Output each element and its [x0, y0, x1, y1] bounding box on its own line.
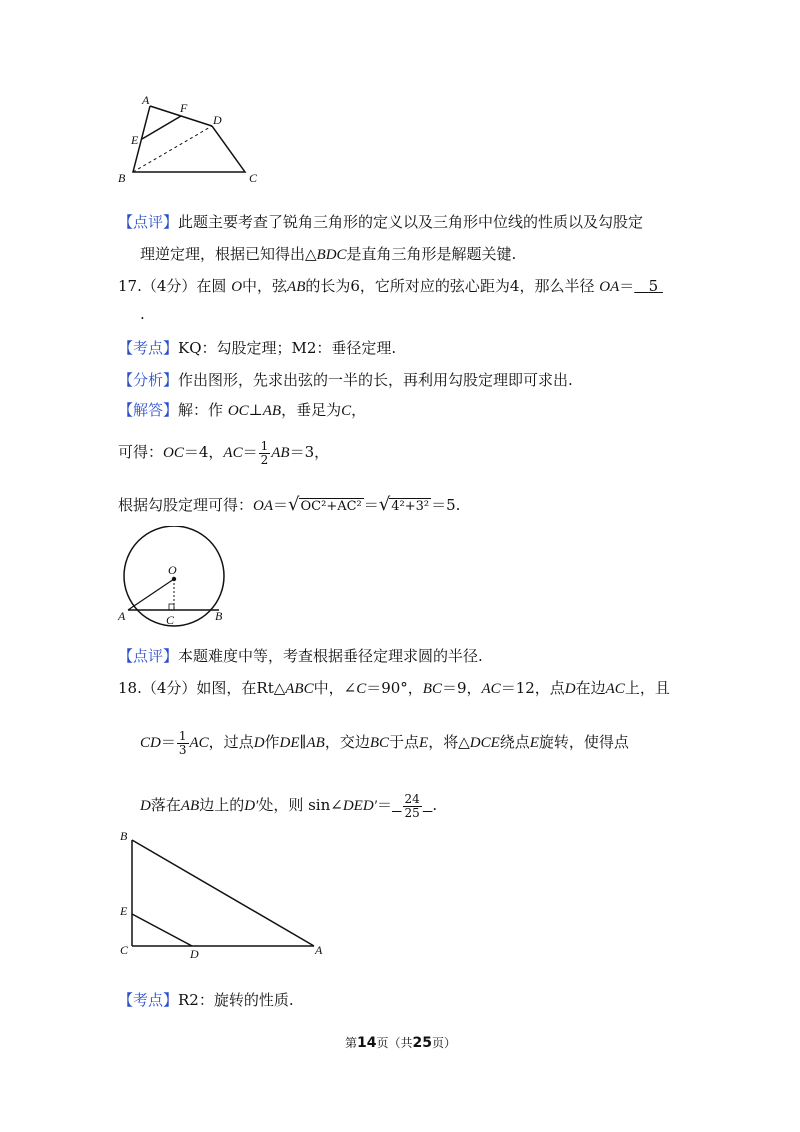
radical-sign: √ [378, 494, 391, 515]
equals: ＝ [363, 496, 379, 514]
radius-oa [128, 579, 174, 610]
var-ac: AC [481, 681, 501, 697]
question-text: 中，弦 [242, 277, 288, 295]
fraction-denominator: 3 [178, 742, 187, 757]
jieda-17 [118, 400, 366, 421]
review-text: 理逆定理，根据已知得出△ [140, 245, 317, 263]
var-c: C [356, 681, 367, 697]
question-text: 处，则 sin∠ [258, 796, 343, 814]
question-17 [118, 276, 663, 297]
answer-17 [634, 277, 663, 295]
figure-circle [112, 526, 242, 630]
total-pages: 25 [412, 1035, 432, 1051]
kaodian-18 [118, 990, 294, 1010]
equals: ＝ [273, 496, 289, 514]
label-b: B [120, 829, 128, 843]
var-de: DE [279, 735, 300, 751]
var-oc: OC [163, 445, 184, 461]
fraction-denominator: 25 [404, 805, 420, 820]
equals: ＝ [376, 796, 392, 814]
question-text: 中，∠ [313, 679, 357, 697]
var-bc: BC [369, 735, 389, 751]
solution-text: ＝4， [183, 443, 224, 461]
review-text: 此题主要考查了锐角三角形的定义以及三角形中位线的性质以及勾股定 [178, 213, 644, 231]
label-e: E [131, 133, 139, 147]
var-abc: ABC [285, 681, 314, 697]
question-text: 在边 [575, 679, 606, 697]
perp-symbol: ⊥ [248, 401, 263, 419]
label-c: C [166, 613, 175, 627]
question-text: 绕点 [499, 733, 530, 751]
var-ab: AB [262, 403, 282, 419]
var-ab: AB [306, 735, 325, 751]
fraction-numerator: 1 [178, 728, 187, 743]
dianping-tag: 【点评】 [118, 647, 179, 665]
answer-18 [392, 791, 432, 820]
review-tag: 【点评】 [118, 213, 179, 231]
review-text: 是直角三角形是解题关键. [346, 245, 517, 263]
question-text: 作 [264, 733, 280, 751]
review-16-line2 [140, 244, 516, 265]
var-oa: OA [253, 498, 274, 514]
var-d: D [253, 735, 265, 751]
fraction-denominator: 2 [260, 452, 269, 467]
var-ded-prime: DED′ [342, 798, 377, 814]
label-a: A [315, 943, 323, 957]
question-text: 于点 [389, 733, 420, 751]
question-text: 边上的 [199, 796, 245, 814]
dianping-17 [118, 646, 483, 666]
figure-quadrilateral [112, 92, 272, 187]
fenxi-text: 作出图形，先求出弦的一半的长，再利用勾股定理即可求出. [178, 371, 573, 389]
kaodian-17 [118, 338, 396, 358]
var-d: D [140, 798, 151, 814]
solution-text: 根据勾股定理可得： [118, 496, 254, 514]
solution-line-2 [118, 434, 329, 470]
var-o: O [231, 279, 243, 295]
solution-text: ＝3， [289, 443, 330, 461]
label-d: D [213, 113, 222, 127]
question-18-line1 [118, 678, 670, 699]
var-ac: AC [605, 681, 625, 697]
jieda-text: ，垂足为 [281, 401, 342, 419]
footer-text: 第 [345, 1036, 358, 1050]
equals: ＝ [619, 277, 635, 295]
question-text: 的长为6，它所对应的弦心距为4，那么半径 [305, 277, 595, 295]
label-a: A [118, 609, 126, 623]
kaodian-tag: 【考点】 [118, 991, 179, 1009]
fenxi-17 [118, 370, 573, 390]
footer-text: 页） [432, 1036, 457, 1050]
fenxi-tag: 【分析】 [118, 371, 179, 389]
page-number: 14 [357, 1035, 377, 1051]
question-17-dot: . [140, 305, 145, 323]
question-text: ＝9， [441, 679, 482, 697]
label-f: F [180, 101, 188, 115]
right-angle-mark [169, 604, 174, 610]
question-text: ＝90°， [366, 679, 423, 697]
center-dot [172, 577, 176, 581]
label-b: B [118, 171, 126, 185]
equals: ＝ [160, 733, 176, 751]
var-oc: OC [227, 403, 249, 419]
page-footer [345, 1034, 456, 1051]
var-d: D [564, 681, 576, 697]
segment-ed [132, 914, 192, 946]
var-bc: BC [422, 681, 442, 697]
kaodian-text: R2：旋转的性质. [178, 991, 294, 1009]
radical-sign: √ [288, 494, 300, 515]
question-text: 17.（4分）在圆 [118, 277, 227, 295]
label-c: C [249, 171, 258, 185]
dashed-bd [133, 126, 212, 172]
radicand-1: OC²+AC² [300, 499, 362, 514]
label-e: E [120, 904, 128, 918]
figure-right-triangle [112, 822, 337, 962]
answer-value: 5 [648, 277, 659, 295]
var-e: E [419, 735, 429, 751]
kaodian-tag: 【考点】 [118, 339, 179, 357]
fraction-numerator: 24 [404, 791, 420, 806]
label-o: O [168, 563, 177, 577]
kaodian-text: KQ：勾股定理；M2：垂径定理. [178, 339, 397, 357]
var-ab: AB [287, 279, 306, 295]
question-text: 上，且 [624, 679, 670, 697]
var-ac: AC [223, 445, 243, 461]
var-cd: CD [140, 735, 161, 751]
question-18-line2 [140, 724, 629, 760]
var-c: C [341, 403, 352, 419]
question-text: . [432, 796, 438, 814]
triangle-name: BDC [316, 247, 347, 263]
radicand-2: 4²+3² [391, 499, 430, 514]
dianping-text: 本题难度中等，考查根据垂径定理求圆的半径. [178, 647, 483, 665]
var-oa: OA [599, 279, 620, 295]
review-16-line1 [118, 212, 643, 232]
question-text: 落在 [150, 796, 181, 814]
solution-text: ＝5. [431, 496, 461, 514]
var-ac: AC [189, 735, 209, 751]
var-dce: DCE [469, 735, 500, 751]
question-text: ，将△ [428, 733, 470, 751]
jieda-tag: 【解答】 [118, 401, 179, 419]
label-b: B [215, 609, 223, 623]
fraction-third [177, 730, 189, 757]
answer-fraction [403, 793, 422, 820]
solution-line-3 [118, 490, 460, 520]
footer-text: 页（共 [376, 1036, 413, 1050]
var-ab: AB [180, 798, 200, 814]
var-ab: AB [271, 445, 290, 461]
fraction-numerator: 1 [260, 438, 269, 453]
question-text: ，交边 [324, 733, 370, 751]
label-c: C [120, 943, 129, 957]
question-text: 旋转，使得点 [538, 733, 629, 751]
jieda-text: 解：作 [178, 401, 224, 419]
question-18-line3 [140, 787, 437, 823]
side-ab [132, 840, 314, 946]
parallel-symbol: ∥ [299, 733, 307, 751]
solution-text: 可得： [118, 443, 164, 461]
label-d: D [190, 947, 199, 961]
equals: ＝ [242, 443, 258, 461]
segment-ef [142, 116, 181, 139]
question-text: ，过点 [208, 733, 254, 751]
comma: ， [351, 401, 367, 419]
var-e: E [529, 735, 539, 751]
question-text: 18.（4分）如图，在Rt△ [118, 679, 286, 697]
var-d-prime: D′ [244, 798, 259, 814]
question-text: ＝12，点 [500, 679, 565, 697]
label-a: A [142, 93, 150, 107]
fraction-half [259, 440, 271, 467]
